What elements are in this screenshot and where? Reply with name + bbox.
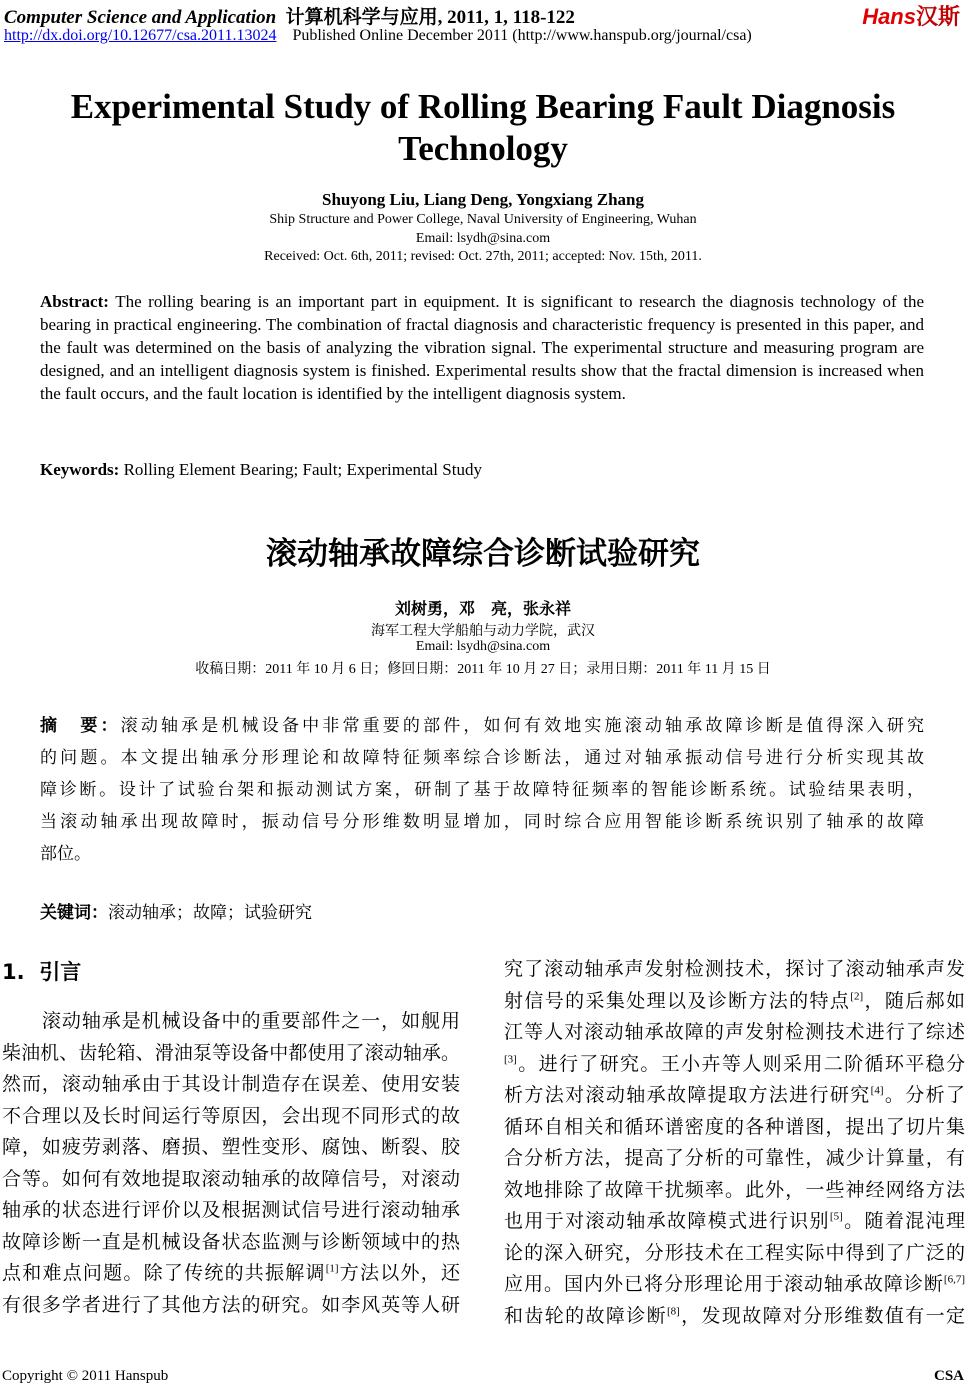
abstract-cn-line: 障诊断。设计了试验台架和振动测试方案，研制了基于故障特征频率的智能诊断系统。试验结果表明， (40, 780, 924, 799)
body-line (504, 1301, 965, 1333)
body-text: 然而，滚动轴承由于其设计制造存在误差、使用安装 (2, 1074, 460, 1095)
citation-ref[interactable]: [2] (850, 990, 864, 1003)
body-text: 合分析方法，提高了分析的可靠性，减少计算量，有 (504, 1148, 965, 1169)
section-number: 1. (2, 960, 25, 984)
logo-en: Hans (862, 4, 916, 29)
body-column-right (504, 954, 965, 1332)
body-text: 应用。国内外已将分形理论用于滚动轴承故障诊断 (504, 1274, 944, 1295)
abstract-cn-line: 部位。 (40, 844, 91, 863)
body-text: ，随后郝如 (863, 990, 965, 1012)
journal-header (4, 2, 575, 29)
affiliation-en: Ship Structure and Power College, Naval University of Engineering, Wuhan (269, 212, 697, 227)
citation-ref[interactable]: [3] (504, 1053, 517, 1066)
paper-title-en (0, 86, 966, 170)
abstract-en (40, 290, 924, 405)
body-line (2, 1164, 460, 1196)
body-line (504, 986, 965, 1018)
body-line (2, 1227, 460, 1259)
body-line (504, 1049, 965, 1081)
body-line (504, 1112, 965, 1144)
email-en: Email: lsydh@sina.com (415, 231, 551, 246)
body-text: ，发现故障对分形维数值有一定 (679, 1305, 965, 1327)
affiliation-cn: 海军工程大学船舶与动力学院，武汉 (371, 624, 595, 639)
keywords-label: Keywords: (40, 460, 120, 479)
keywords-cn (40, 898, 312, 923)
body-text: 。分析了 (883, 1085, 965, 1106)
body-text: 合等。如何有效地提取滚动轴承的故障信号，对滚动 (2, 1168, 460, 1190)
hans-logo (862, 0, 960, 31)
body-text: 析方法对滚动轴承故障提取方法进行研究 (504, 1085, 871, 1106)
keywords-en (40, 460, 482, 480)
body-text: 滚动轴承是机械设备中的重要部件之一，如舰用 (2, 1011, 460, 1032)
body-text: 柴油机、齿轮箱、滑油泵等设备中都使用了滚动轴承。 (2, 1042, 460, 1064)
abstract-cn-line: 摘 要：滚动轴承是机械设备中非常重要的部件，如何有效地实施滚动轴承故障诊断是值得深入研究 (40, 716, 925, 735)
body-line (504, 1175, 965, 1207)
title-line-2: Technology (398, 129, 568, 168)
authors-cn: 刘树勇，邓 亮，张永祥 (394, 601, 571, 618)
dates-cn: 收稿日期：2011 年 10 月 6 日；修回日期：2011 年 10 月 27 日；录用日期：2011 年 11 月 15 日 (195, 662, 771, 677)
logo-cn: 汉斯 (915, 4, 960, 29)
citation-ref[interactable]: [6,7] (943, 1273, 965, 1286)
body-text: 循环自相关和循环谱密度的各种谱图，提出了切片集 (504, 1116, 965, 1138)
abstract-label-cn: 摘 要： (40, 716, 121, 735)
body-line (504, 1143, 965, 1175)
body-text: 。进行了研究。王小卉等人则采用二阶循环平稳分 (516, 1053, 965, 1075)
email-cn: Email: lsydh@sina.com (415, 639, 551, 654)
body-text: 究了滚动轴承声发射检测技术，探讨了滚动轴承声发 (504, 959, 965, 980)
dates-en: Received: Oct. 6th, 2011; revised: Oct. 27th, 2011; accepted: Nov. 15th, 2011. (264, 249, 702, 264)
authors-en: Shuyong Liu, Liang Deng, Yongxiang Zhang (321, 190, 645, 209)
published-info: Published Online December 2011 (http://www.hanspub.org/journal/csa) (292, 27, 752, 44)
body-line (2, 1069, 460, 1101)
body-line (504, 1269, 965, 1301)
body-text: 不合理以及长时间运行等原因，会出现不同形式的故 (2, 1105, 460, 1127)
title-line-1: Experimental Study of Rolling Bearing Fault Diagnosis (70, 87, 896, 126)
section-heading (2, 956, 81, 986)
citation-ref[interactable]: [8] (666, 1305, 680, 1318)
body-line (2, 1132, 460, 1164)
body-text: 江等人对滚动轴承故障的声发射检测技术进行了综述 (504, 1022, 965, 1043)
abstract-cn-line: 的问题。本文提出轴承分形理论和故障特征频率综合诊断法，通过对轴承振动信号进行分析实现其故 (40, 748, 924, 767)
body-line (2, 1258, 460, 1290)
keywords-label-cn: 关键词： (40, 903, 108, 922)
body-text: 也用于对滚动轴承故障模式进行识别 (504, 1211, 830, 1232)
body-column-left (2, 1006, 460, 1321)
section-title: 引言 (39, 960, 82, 984)
body-text: 有很多学者进行了其他方法的研究。如李风英等人研 (2, 1294, 460, 1316)
citation-ref[interactable]: [5] (829, 1210, 843, 1223)
paper-title-cn: 滚动轴承故障综合诊断试验研究 (266, 536, 700, 572)
journal-name-en: Computer Science and Application (4, 7, 277, 28)
body-text: 。随着混沌理 (842, 1211, 965, 1232)
body-line (2, 1038, 460, 1070)
body-text: 论的深入研究，分形技术在工程实际中得到了广泛的 (504, 1242, 965, 1264)
body-line (2, 1101, 460, 1133)
body-line (504, 1238, 965, 1270)
body-text: 射信号的采集处理以及诊断方法的特点 (504, 990, 851, 1012)
abstract-label: Abstract: (40, 292, 109, 311)
body-text: 障，如疲劳剥落、磨损、塑性变形、腐蚀、断裂、胶 (2, 1137, 460, 1158)
journal-name-cn: 计算机科学与应用, 2011, 1, 118-122 (285, 7, 575, 28)
body-text: 故障诊断一直是机械设备状态监测与诊断领域中的热 (2, 1231, 460, 1253)
body-text: 方法以外，还 (338, 1263, 460, 1284)
abstract-cn-line: 当滚动轴承出现故障时，振动信号分形维数明显增加，同时综合应用智能诊断系统识别了轴承的故障 (40, 812, 924, 831)
body-line (504, 1080, 965, 1112)
citation-ref[interactable]: [4] (870, 1084, 884, 1097)
body-text: 轴承的状态进行评价以及根据测试信号进行滚动轴承 (2, 1200, 460, 1221)
footer-journal: CSA (933, 1368, 964, 1384)
citation-ref[interactable]: [1] (325, 1262, 339, 1275)
body-line (504, 1017, 965, 1049)
body-line (504, 954, 965, 986)
keywords-text: Rolling Element Bearing; Fault; Experimental Study (123, 460, 482, 479)
body-line (2, 1195, 460, 1227)
doi-link[interactable]: http://dx.doi.org/10.12677/csa.2011.13024 (4, 27, 277, 44)
body-text: 点和难点问题。除了传统的共振解调 (2, 1263, 326, 1284)
body-text: 效地排除了故障干扰频率。此外，一些神经网络方法 (504, 1179, 965, 1201)
doi-line (4, 27, 752, 45)
body-text: 和齿轮的故障诊断 (504, 1305, 667, 1327)
footer-copyright: Copyright © 2011 Hanspub (2, 1368, 169, 1384)
body-line (504, 1206, 965, 1238)
body-line (2, 1290, 460, 1322)
abstract-text: The rolling bearing is an important part in equipment. It is significant to research the diagnosis technology of the bearing in practical engineering. The combination of fractal diagnosis and characteristic frequency is presented in this paper, and the fault was determined on the basis of analyzing the vibration signal. The experimental structure and measuring program are designed, and an intelligent diagnosis system is finished. Experimental results show that the fractal dimension is increased when the fault occurs, and the fault location is identified by the intelligent diagnosis system. (40, 292, 924, 403)
abstract-cn (40, 710, 924, 870)
keywords-text-cn: 滚动轴承；故障；试验研究 (108, 903, 312, 922)
body-line (2, 1006, 460, 1038)
